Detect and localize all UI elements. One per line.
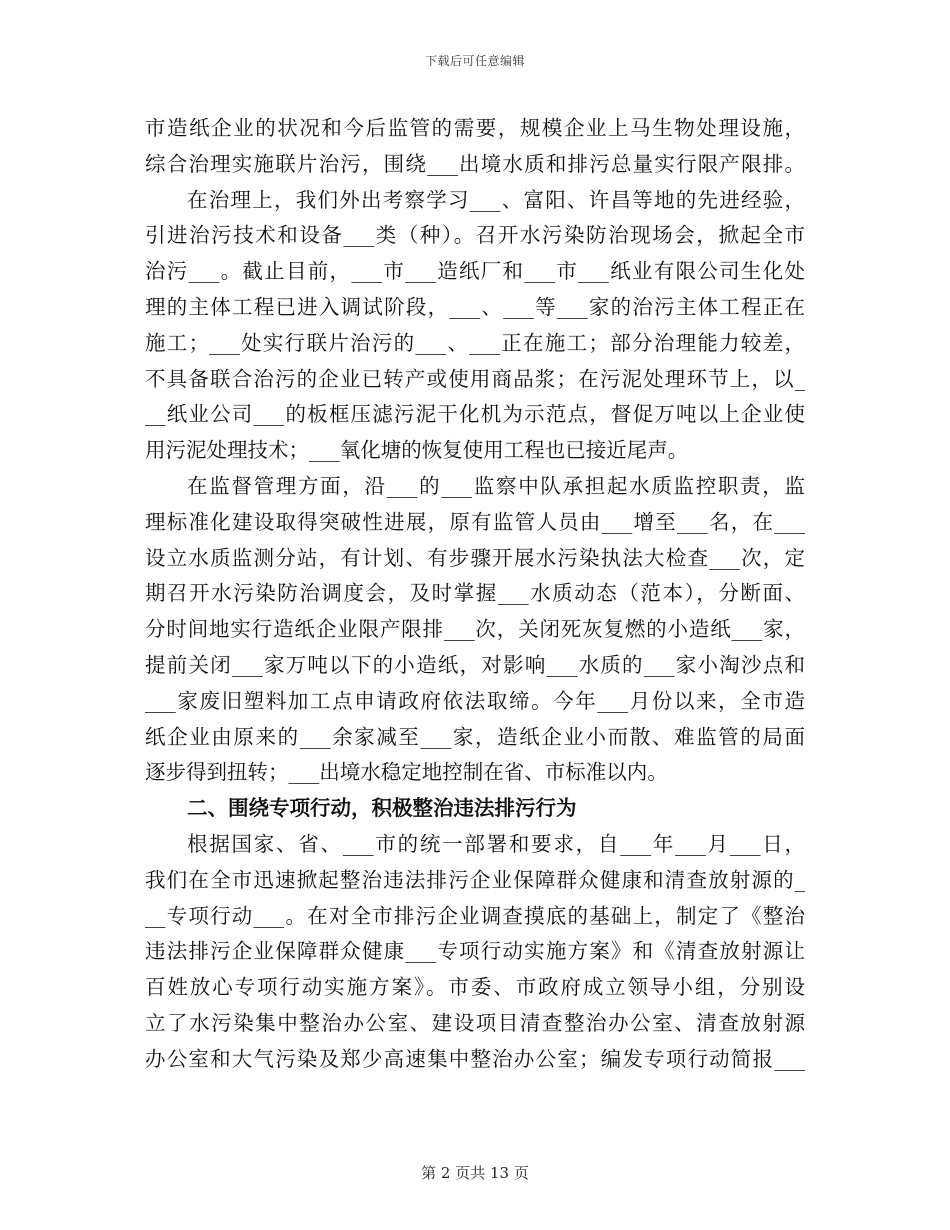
body-text-line: 办公室和大气污染及郑少高速集中整治办公室；编发专项行动简报___ [145, 1046, 805, 1071]
body-text-line: 违法排污企业保障群众健康___专项行动实施方案》和《清查放射源让 [145, 939, 805, 964]
body-text-line: ___家废旧塑料加工点申请政府依法取缔。今年___月份以来，全市造 [145, 688, 805, 713]
body-text-line: 提前关闭___家万吨以下的小造纸，对影响___水质的___家小淘沙点和 [145, 653, 805, 677]
body-text-line: 不具备联合治污的企业已转产或使用商品浆；在污泥处理环节上，以_ [145, 366, 805, 391]
body-text-line: __专项行动___。在对全市排污企业调查摸底的基础上，制定了《整治 [145, 903, 805, 928]
body-text-line: 治污___。截止目前，___市___造纸厂和___市___纸业有限公司生化处 [145, 259, 805, 284]
body-text-line: 分时间地实行造纸企业限产限排___次，关闭死灰复燃的小造纸___家， [145, 617, 805, 642]
body-text-line: 引进治污技术和设备___类（种）。召开水污染防治现场会，掀起全市 [145, 223, 805, 248]
body-text-line: __纸业公司___的板框压滤污泥干化机为示范点，督促万吨以上企业使 [145, 402, 805, 427]
body-text-line: 理标准化建设取得突破性进展，原有监管人员由___增至___名，在___ [145, 509, 805, 534]
body-text-line: 我们在全市迅速掀起整治违法排污企业保障群众健康和清查放射源的_ [145, 867, 805, 892]
body-text-line: 在治理上，我们外出考察学习___、富阳、许昌等地的先进经验， [187, 187, 805, 212]
body-text-line: 在监督管理方面，沿___的___监察中队承担起水质监控职责，监 [187, 474, 805, 498]
body-text-line: 纸企业由原来的___余家减至___家，造纸企业小而散、难监管的局面 [145, 724, 805, 749]
section-heading: 二、围绕专项行动，积极整治违法排污行为 [187, 796, 577, 821]
body-text-line: 立了水污染集中整治办公室、建设项目清查整治办公室、清查放射源 [145, 1011, 805, 1035]
body-text-line: 市造纸企业的状况和今后监管的需要，规模企业上马生物处理设施， [145, 116, 805, 140]
body-text-line: 百姓放心专项行动实施方案》。市委、市政府成立领导小组，分别设 [145, 975, 805, 1000]
body-text-line: 逐步得到扭转；___出境水稳定地控制在省、市标准以内。 [145, 760, 668, 785]
body-text-line: 期召开水污染防治调度会，及时掌握___水质动态（范本），分断面、 [145, 581, 805, 606]
body-text-line: 综合治理实施联片治污，围绕___出境水质和排污总量实行限产限排。 [145, 151, 805, 176]
body-text-line: 设立水质监测分站，有计划、有步骤开展水污染执法大检查___次，定 [145, 545, 805, 570]
body-text-line: 根据国家、省、___市的统一部署和要求，自___年___月___日， [187, 832, 805, 856]
body-text-line: 理的主体工程已进入调试阶段，___、___等___家的治污主体工程正在 [145, 295, 805, 319]
page-footer: 第 2 页共 13 页 [421, 1164, 529, 1182]
page-header: 下载后可任意编辑 [424, 54, 525, 68]
body-text-line: 用污泥处理技术；___氧化塘的恢复使用工程也已接近尾声。 [145, 438, 689, 463]
body-text-line: 施工；___处实行联片治污的___、___正在施工；部分治理能力较差， [145, 330, 805, 355]
